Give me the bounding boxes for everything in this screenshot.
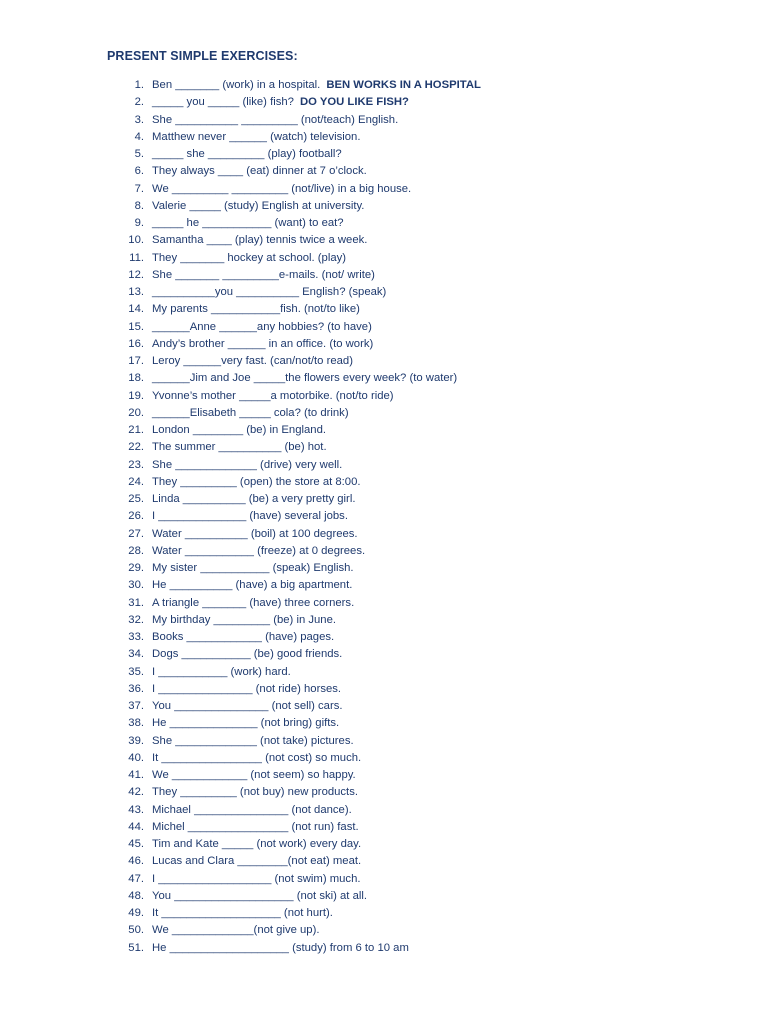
exercise-number: 35. <box>128 665 144 678</box>
exercise-sentence: It ___________________ (not hurt). <box>152 907 333 919</box>
exercise-number: 9. <box>134 217 144 229</box>
exercise-sentence: Leroy ______very fast. (can/not/to read) <box>152 355 353 367</box>
exercise-item <box>0 491 768 508</box>
exercise-number: 26. <box>128 510 144 523</box>
exercise-number: 10. <box>128 234 144 247</box>
exercise-list <box>0 77 768 957</box>
exercise-text <box>152 526 358 543</box>
exercise-number: 44. <box>128 820 144 833</box>
exercise-number: 29. <box>128 562 144 574</box>
exercise-text <box>152 146 342 163</box>
exercise-item <box>0 698 768 715</box>
exercise-item <box>0 905 768 922</box>
exercise-text <box>152 819 359 836</box>
exercise-number: 30. <box>128 579 144 592</box>
exercise-item <box>0 250 768 267</box>
exercise-text <box>152 767 356 784</box>
exercise-number: 2. <box>134 96 144 109</box>
exercise-text <box>152 612 336 629</box>
exercise-sentence: _____ she _________ (play) football? <box>152 148 342 160</box>
exercise-item <box>0 94 768 111</box>
exercise-item <box>0 836 768 853</box>
exercise-item <box>0 577 768 594</box>
exercise-item <box>0 646 768 663</box>
exercise-item <box>0 853 768 870</box>
exercise-sentence: I ______________ (have) several jobs. <box>152 510 348 523</box>
exercise-sentence: Tim and Kate _____ (not work) every day. <box>152 838 362 850</box>
exercise-item <box>0 543 768 560</box>
exercise-number: 15. <box>128 320 144 333</box>
exercise-item <box>0 457 768 474</box>
exercise-item <box>0 284 768 301</box>
exercise-item <box>0 784 768 801</box>
exercise-text <box>152 698 343 715</box>
exercise-sentence: Ben _______ (work) in a hospital. <box>152 79 321 91</box>
exercise-text <box>152 733 354 750</box>
exercise-sentence: I _______________ (not ride) horses. <box>152 682 342 695</box>
exercise-text <box>152 629 334 646</box>
exercise-text <box>152 77 481 94</box>
exercise-text <box>152 405 349 422</box>
exercise-number: 21. <box>128 424 144 436</box>
exercise-text <box>152 181 411 198</box>
exercise-number: 33. <box>128 631 144 643</box>
exercise-sentence: _____ you _____ (like) fish? <box>152 96 294 109</box>
exercise-sentence: _____ he ___________ (want) to eat? <box>152 217 344 229</box>
exercise-text <box>152 871 361 888</box>
exercise-number: 8. <box>134 199 144 212</box>
exercise-sentence: You _______________ (not sell) cars. <box>152 700 343 712</box>
exercise-sentence: My birthday _________ (be) in June. <box>152 613 337 626</box>
exercise-sentence: Lucas and Clara ________(not eat) meat. <box>152 855 362 868</box>
exercise-item <box>0 146 768 163</box>
exercise-text <box>152 508 348 525</box>
exercise-sentence: Yvonne’s mother _____a motorbike. (not/to ride) <box>152 389 394 402</box>
exercise-item <box>0 215 768 232</box>
exercise-number: 31. <box>128 596 144 609</box>
exercise-text <box>152 853 361 870</box>
exercise-sentence: He ______________ (not bring) gifts. <box>152 717 340 730</box>
exercise-text <box>152 784 358 801</box>
exercise-item <box>0 595 768 612</box>
exercise-text <box>152 491 355 508</box>
exercise-number: 23. <box>128 458 144 471</box>
exercise-text <box>152 940 409 957</box>
exercise-number: 3. <box>134 113 144 126</box>
exercise-item <box>0 767 768 784</box>
exercise-text <box>152 577 352 594</box>
exercise-text <box>152 474 361 491</box>
exercise-number: 51. <box>128 941 144 954</box>
exercise-number: 4. <box>134 130 144 143</box>
exercise-item <box>0 129 768 146</box>
exercise-number: 41. <box>128 769 144 781</box>
exercise-item <box>0 526 768 543</box>
exercise-number: 48. <box>128 889 144 902</box>
exercise-sentence: They _________ (open) the store at 8:00. <box>152 475 361 488</box>
exercise-number: 17. <box>128 355 144 367</box>
exercise-sentence: Samantha ____ (play) tennis twice a week. <box>152 234 368 247</box>
exercise-sentence: Michael _______________ (not dance). <box>152 803 352 816</box>
exercise-text <box>152 250 346 267</box>
exercise-item <box>0 802 768 819</box>
exercise-number: 32. <box>128 613 144 626</box>
exercise-sentence: ______Elisabeth _____ cola? (to drink) <box>152 406 349 419</box>
exercise-item <box>0 664 768 681</box>
exercise-number: 11. <box>129 251 144 264</box>
exercise-sentence: Matthew never ______ (watch) television. <box>152 130 361 143</box>
exercise-number: 25. <box>128 493 144 505</box>
exercise-number: 38. <box>128 717 144 730</box>
example-answer: DO YOU LIKE FISH? <box>299 96 409 109</box>
exercise-text <box>152 422 326 439</box>
exercise-text <box>152 543 365 560</box>
exercise-number: 14. <box>128 303 144 316</box>
exercise-sentence: They always ____ (eat) dinner at 7 o’clock. <box>152 165 367 178</box>
exercise-sentence: My parents ___________fish. (not/to like) <box>152 303 360 316</box>
exercise-text <box>152 439 327 456</box>
exercise-number: 5. <box>134 148 144 160</box>
exercise-item <box>0 681 768 698</box>
exercise-item <box>0 439 768 456</box>
exercise-sentence: She __________ _________ (not/teach) English. <box>152 113 399 126</box>
exercise-item <box>0 560 768 577</box>
exercise-sentence: She _______ _________e-mails. (not/ write) <box>152 268 375 281</box>
exercise-text <box>152 198 364 215</box>
exercise-number: 16. <box>128 337 144 350</box>
exercise-text <box>152 664 291 681</box>
exercise-sentence: We _____________(not give up). <box>152 924 320 937</box>
exercise-text <box>152 370 457 387</box>
exercise-number: 47. <box>128 872 144 885</box>
exercise-item <box>0 733 768 750</box>
exercise-text <box>152 681 341 698</box>
exercise-number: 28. <box>128 544 144 557</box>
exercise-number: 37. <box>128 700 144 712</box>
exercise-text <box>152 715 339 732</box>
exercise-sentence: They _______ hockey at school. (play) <box>152 251 347 264</box>
example-answer: BEN WORKS IN A HOSPITAL <box>326 79 481 91</box>
exercise-number: 6. <box>134 165 144 178</box>
exercise-item <box>0 353 768 370</box>
exercise-sentence: They _________ (not buy) new products. <box>152 786 358 799</box>
exercise-text <box>152 646 342 663</box>
exercise-number: 39. <box>128 734 144 747</box>
exercise-text <box>152 457 342 474</box>
exercise-item <box>0 388 768 405</box>
exercise-sentence: Dogs ___________ (be) good friends. <box>152 648 343 661</box>
exercise-item <box>0 474 768 491</box>
exercise-item <box>0 422 768 439</box>
exercise-sentence: ______Anne ______any hobbies? (to have) <box>152 320 372 333</box>
exercise-item <box>0 301 768 318</box>
exercise-text <box>152 905 333 922</box>
exercise-item <box>0 612 768 629</box>
exercise-sentence: ______Jim and Joe _____the flowers every week? (to water) <box>152 372 458 385</box>
exercise-item <box>0 750 768 767</box>
exercise-number: 22. <box>128 441 144 454</box>
exercise-text <box>152 560 354 577</box>
exercise-text <box>152 267 375 284</box>
exercise-text <box>152 232 367 249</box>
exercise-text <box>152 112 398 129</box>
exercise-text <box>152 215 344 232</box>
exercise-number: 19. <box>128 389 144 402</box>
exercise-item <box>0 319 768 336</box>
exercise-item <box>0 922 768 939</box>
exercise-number: 40. <box>128 751 144 764</box>
page-title: PRESENT SIMPLE EXERCISES: <box>107 49 298 63</box>
exercise-item <box>0 336 768 353</box>
exercise-sentence: Water __________ (boil) at 100 degrees. <box>152 527 358 540</box>
exercise-item <box>0 819 768 836</box>
exercise-item <box>0 940 768 957</box>
exercise-number: 42. <box>128 786 144 799</box>
exercise-text <box>152 802 352 819</box>
exercise-number: 27. <box>128 527 144 540</box>
exercise-sentence: We _________ _________ (not/live) in a big house. <box>152 182 412 195</box>
exercise-text <box>152 922 320 939</box>
exercise-number: 46. <box>128 855 144 868</box>
exercise-item <box>0 198 768 215</box>
exercise-sentence: I ___________ (work) hard. <box>152 665 291 678</box>
exercise-item <box>0 629 768 646</box>
exercise-sentence: A triangle _______ (have) three corners. <box>152 596 355 609</box>
exercise-text <box>152 163 367 180</box>
exercise-item <box>0 715 768 732</box>
exercise-text <box>152 750 361 767</box>
exercise-sentence: He ___________________ (study) from 6 to 10 am <box>152 941 409 954</box>
exercise-number: 34. <box>128 648 144 661</box>
exercise-number: 49. <box>128 907 144 919</box>
exercise-number: 1. <box>134 79 144 91</box>
exercise-item <box>0 163 768 180</box>
exercise-text <box>152 388 394 405</box>
exercise-sentence: We ____________ (not seem) so happy. <box>152 769 356 781</box>
exercise-item <box>0 77 768 94</box>
exercise-sentence: You ___________________ (not ski) at all. <box>152 889 368 902</box>
exercise-item <box>0 405 768 422</box>
exercise-number: 36. <box>128 682 144 695</box>
exercise-number: 43. <box>128 803 144 816</box>
exercise-item <box>0 888 768 905</box>
exercise-text <box>152 284 386 301</box>
exercise-item <box>0 508 768 525</box>
exercise-text <box>152 836 361 853</box>
exercise-number: 24. <box>128 475 144 488</box>
exercise-number: 12. <box>128 268 144 281</box>
exercise-sentence: Linda __________ (be) a very pretty girl. <box>152 493 356 505</box>
exercise-sentence: He __________ (have) a big apartment. <box>152 579 353 592</box>
exercise-text <box>152 336 373 353</box>
exercise-item <box>0 232 768 249</box>
exercise-item <box>0 181 768 198</box>
exercise-sentence: My sister ___________ (speak) English. <box>152 562 354 574</box>
exercise-sentence: The summer __________ (be) hot. <box>152 441 327 454</box>
exercise-sentence: Books ____________ (have) pages. <box>152 631 335 643</box>
exercise-number: 18. <box>128 372 144 385</box>
exercise-sentence: It ________________ (not cost) so much. <box>152 751 362 764</box>
exercise-sentence: Michel ________________ (not run) fast. <box>152 820 359 833</box>
exercise-sentence: Water ___________ (freeze) at 0 degrees. <box>152 544 366 557</box>
exercise-text <box>152 94 409 111</box>
exercise-text <box>152 319 372 336</box>
exercise-item <box>0 871 768 888</box>
exercise-sentence: Andy’s brother ______ in an office. (to work) <box>152 337 374 350</box>
exercise-text <box>152 353 353 370</box>
exercise-sentence: I __________________ (not swim) much. <box>152 872 361 885</box>
exercise-number: 20. <box>128 406 144 419</box>
exercise-text <box>152 888 367 905</box>
exercise-number: 7. <box>134 182 144 195</box>
exercise-item <box>0 112 768 129</box>
exercise-item <box>0 370 768 387</box>
exercise-text <box>152 301 360 318</box>
exercise-number: 50. <box>128 924 144 937</box>
exercise-text <box>152 129 360 146</box>
exercise-sentence: Valerie _____ (study) English at university. <box>152 199 365 212</box>
exercise-sentence: She _____________ (not take) pictures. <box>152 734 354 747</box>
exercise-number: 45. <box>128 838 144 850</box>
exercise-sentence: She _____________ (drive) very well. <box>152 458 343 471</box>
exercise-sentence: __________you __________ English? (speak) <box>152 286 387 298</box>
exercise-text <box>152 595 354 612</box>
exercise-number: 13. <box>128 286 144 298</box>
exercise-sentence: London ________ (be) in England. <box>152 424 326 436</box>
exercise-item <box>0 267 768 284</box>
